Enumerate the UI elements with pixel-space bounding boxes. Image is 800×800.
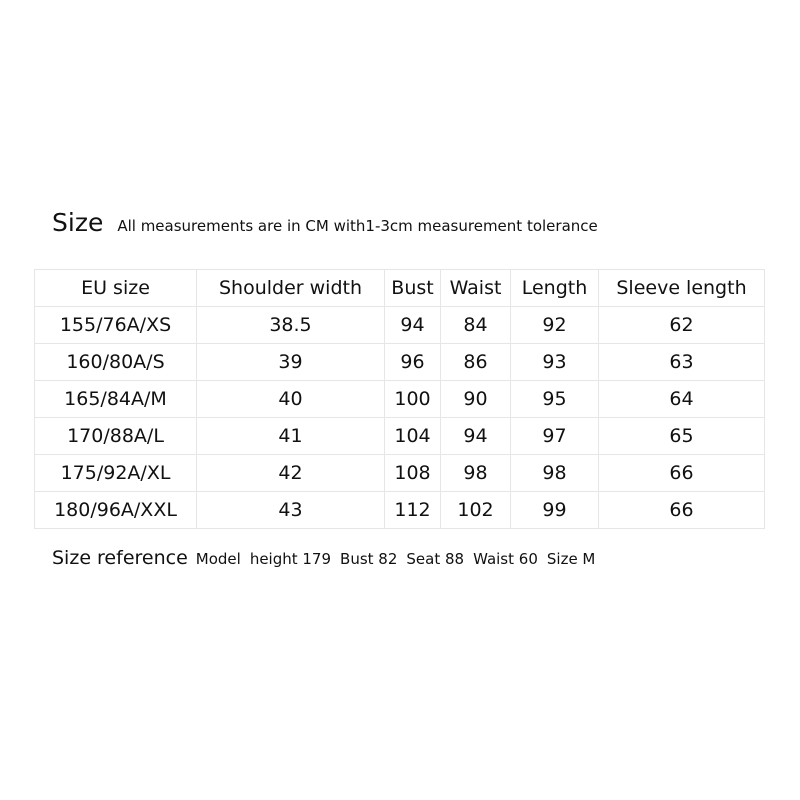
table-cell: 86: [441, 344, 511, 381]
table-cell: 43: [197, 492, 385, 529]
reference-model: Model: [195, 550, 241, 568]
reference-height: height 179: [249, 550, 332, 568]
table-cell: 108: [385, 455, 441, 492]
table-cell: 92: [511, 307, 599, 344]
table-cell: 99: [511, 492, 599, 529]
table-cell: 62: [599, 307, 765, 344]
table-cell: 170/88A/L: [35, 418, 197, 455]
table-cell: 39: [197, 344, 385, 381]
table-row: [35, 344, 765, 381]
size-chart-table: [34, 269, 765, 529]
table-cell: 42: [197, 455, 385, 492]
column-header: EU size: [35, 270, 197, 307]
table-cell: 112: [385, 492, 441, 529]
column-header: Bust: [385, 270, 441, 307]
table-cell: 95: [511, 381, 599, 418]
table-cell: 102: [441, 492, 511, 529]
table-header-row: [35, 270, 765, 307]
table-cell: 94: [385, 307, 441, 344]
table-cell: 180/96A/XXL: [35, 492, 197, 529]
column-header: Length: [511, 270, 599, 307]
table-cell: 64: [599, 381, 765, 418]
table-cell: 96: [385, 344, 441, 381]
table-row: [35, 492, 765, 529]
size-reference-label: Size reference: [52, 547, 188, 569]
table-cell: 100: [385, 381, 441, 418]
table-row: [35, 455, 765, 492]
table-cell: 98: [511, 455, 599, 492]
table-cell: 40: [197, 381, 385, 418]
table-cell: 84: [441, 307, 511, 344]
table-cell: 175/92A/XL: [35, 455, 197, 492]
column-header: Shoulder width: [197, 270, 385, 307]
table-cell: 66: [599, 455, 765, 492]
table-cell: 93: [511, 344, 599, 381]
table-cell: 155/76A/XS: [35, 307, 197, 344]
table-cell: 65: [599, 418, 765, 455]
table-cell: 38.5: [197, 307, 385, 344]
size-title-line: [52, 208, 598, 237]
measurement-note: All measurements are in CM with1-3cm measurement tolerance: [117, 217, 598, 235]
table-cell: 94: [441, 418, 511, 455]
table-row: [35, 307, 765, 344]
table-row: [35, 418, 765, 455]
table-cell: 97: [511, 418, 599, 455]
table-cell: 90: [441, 381, 511, 418]
page-title: Size: [52, 208, 104, 237]
table-cell: 98: [441, 455, 511, 492]
table-row: [35, 381, 765, 418]
table-cell: 104: [385, 418, 441, 455]
table-cell: 160/80A/S: [35, 344, 197, 381]
column-header: Waist: [441, 270, 511, 307]
table-cell: 66: [599, 492, 765, 529]
reference-size: Size M: [546, 550, 596, 568]
reference-bust: Bust 82: [340, 550, 398, 568]
table-cell: 41: [197, 418, 385, 455]
size-reference-line: [52, 547, 604, 569]
table-cell: 165/84A/M: [35, 381, 197, 418]
reference-waist: Waist 60: [473, 550, 538, 568]
column-header: Sleeve length: [599, 270, 765, 307]
reference-seat: Seat 88: [406, 550, 465, 568]
table-cell: 63: [599, 344, 765, 381]
